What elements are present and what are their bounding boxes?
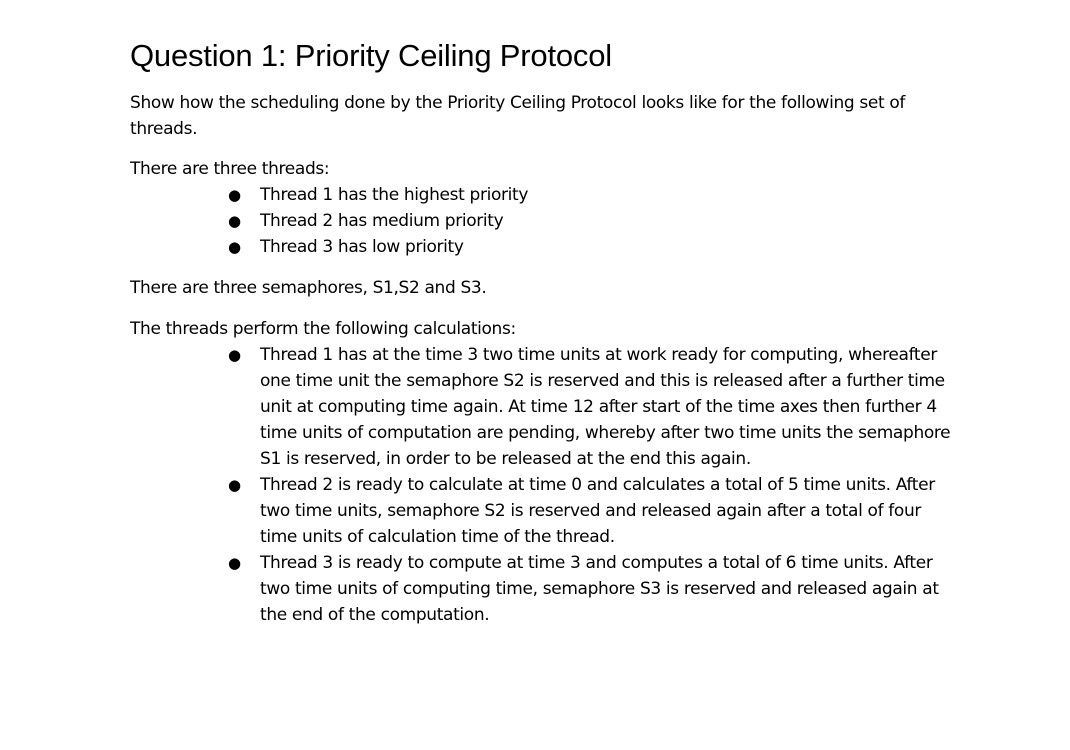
- bullet-icon: ●: [228, 476, 241, 494]
- list-item: [130, 182, 980, 208]
- list-item: [130, 342, 960, 472]
- list-item-text: Thread 3 is ready to compute at time 3 and computes a total of 6 time units. After two time units of computing time, semaphore S3 is reserved and released again at the end of the computation.: [260, 553, 939, 625]
- list-item-text: Thread 2 has medium priority: [260, 211, 504, 231]
- bullet-icon: ●: [228, 554, 241, 572]
- thread-calculation-list: [130, 342, 960, 628]
- list-item-text: Thread 3 has low priority: [260, 237, 464, 257]
- list-item-text: Thread 1 has at the time 3 two time units at work ready for computing, whereafter one time unit the semaphore S2 is reserved and this is released after a further time unit at computing time again. At time 12 after start of the time axes then further 4 time units of computation are pending, whereby after two time units the semaphore S1 is reserved, in order to be released at the end this again.: [260, 345, 951, 469]
- bullet-icon: ●: [228, 186, 241, 204]
- semaphores-line: There are three semaphores, S1,S2 and S3.: [130, 278, 487, 298]
- question-title: Question 1: Priority Ceiling Protocol: [130, 38, 612, 73]
- list-item: [130, 208, 980, 234]
- intro-paragraph: Show how the scheduling done by the Priority Ceiling Protocol looks like for the following set of threads.: [130, 93, 906, 139]
- document-page: [130, 0, 980, 628]
- list-item-text: Thread 1 has the highest priority: [260, 185, 529, 205]
- list-item: [130, 234, 980, 260]
- list-item: [130, 550, 960, 628]
- calculations-heading: The threads perform the following calculations:: [130, 319, 516, 339]
- bullet-icon: ●: [228, 238, 241, 256]
- list-item: [130, 472, 960, 550]
- bullet-icon: ●: [228, 346, 241, 364]
- thread-priority-list: [130, 182, 980, 260]
- bullet-icon: ●: [228, 212, 241, 230]
- list-item-text: Thread 2 is ready to calculate at time 0 and calculates a total of 5 time units. After two time units, semaphore S2 is reserved and released again after a total of four time units of calculation time of the thread.: [260, 475, 935, 547]
- threads-heading: There are three threads:: [130, 159, 330, 179]
